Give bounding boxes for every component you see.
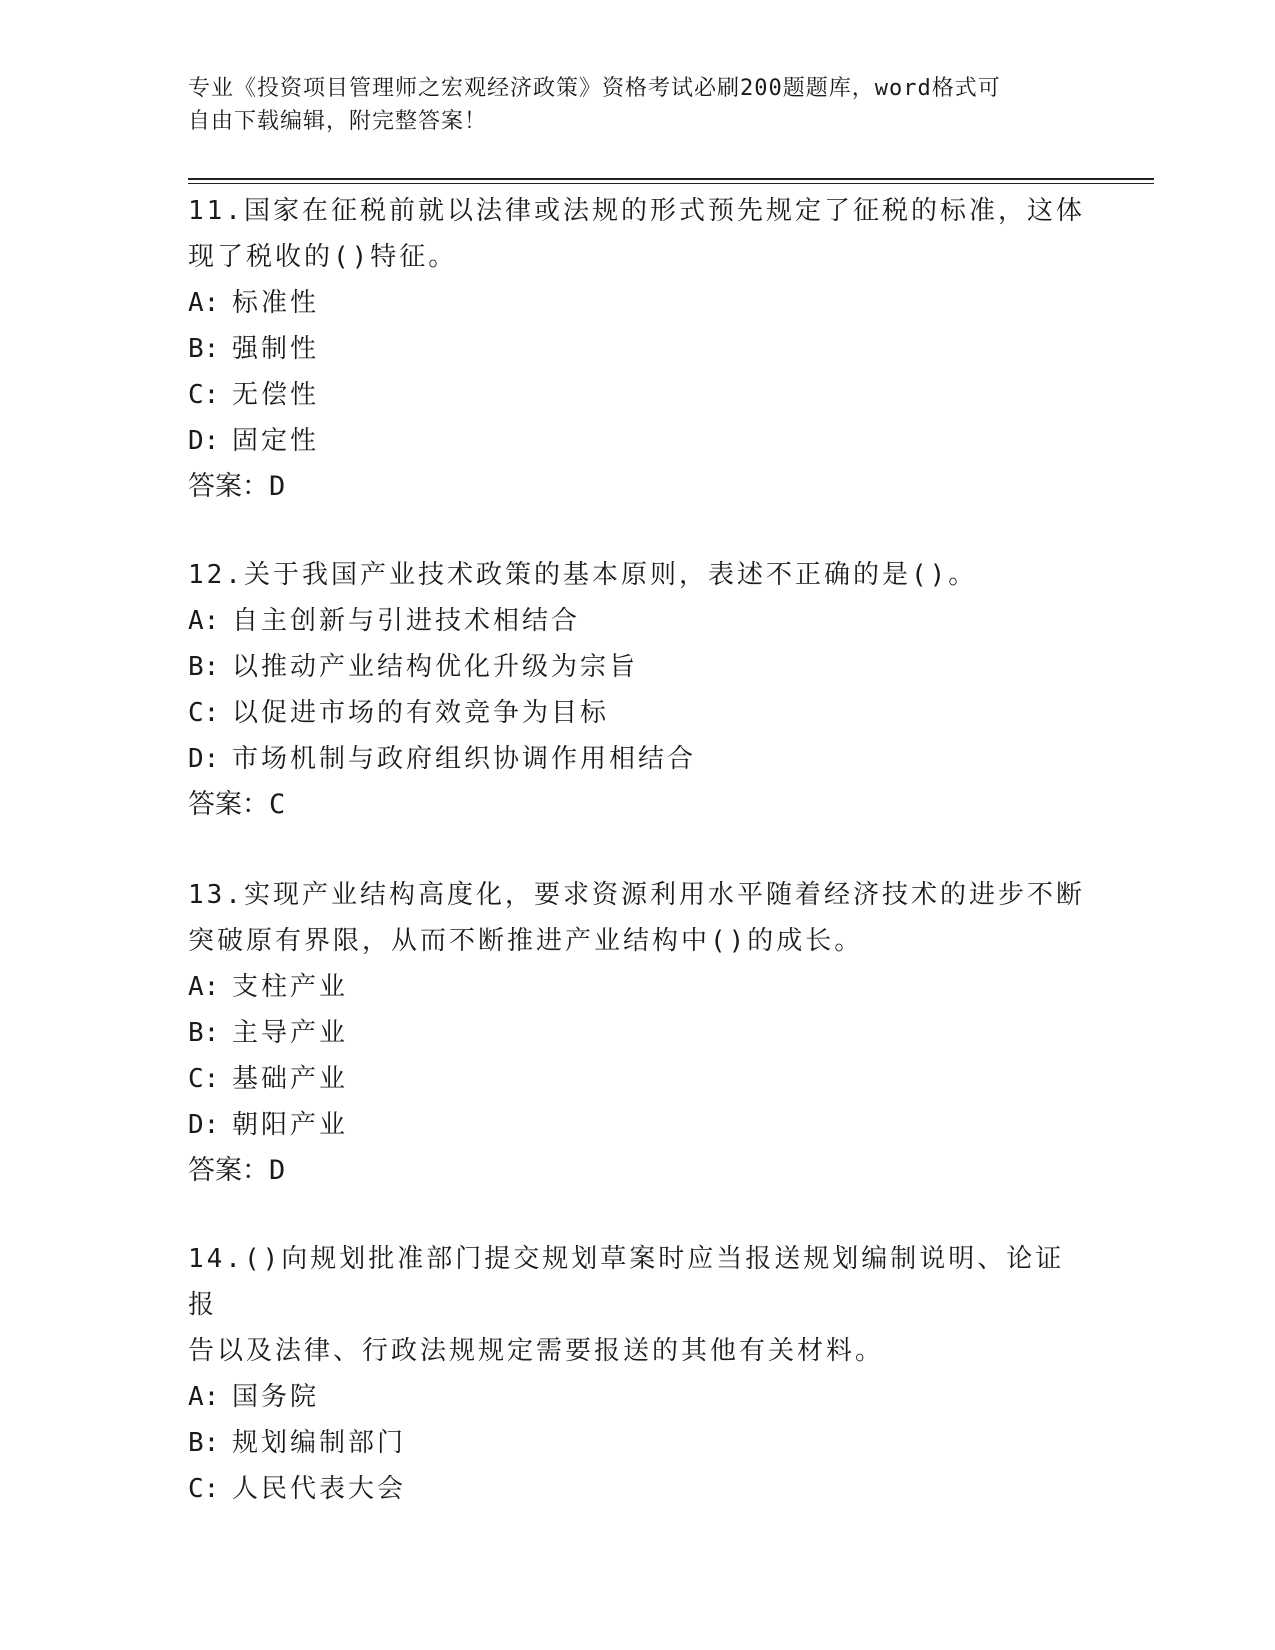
option-letter: B: xyxy=(188,652,220,682)
option-letter: C: xyxy=(188,1064,220,1094)
option-letter: B: xyxy=(188,1428,220,1458)
question-stem-line-1: 13.实现产业结构高度化，要求资源利用水平随着经济技术的进步不断 xyxy=(188,880,1085,910)
answer-value: D xyxy=(269,471,286,502)
option-text: 固定性 xyxy=(232,426,320,456)
answer-line xyxy=(188,464,1088,510)
option-text: 人民代表大会 xyxy=(232,1474,407,1504)
option-letter: A: xyxy=(188,972,220,1002)
question-14 xyxy=(188,1236,1088,1512)
option-letter: C: xyxy=(188,1474,220,1504)
answer-value: C xyxy=(269,789,286,820)
option-c xyxy=(188,372,1088,418)
answer-label: 答案： xyxy=(188,789,269,820)
option-text: 标准性 xyxy=(232,288,320,318)
question-stem-line-2: 突破原有界限，从而不断推进产业结构中()的成长。 xyxy=(188,926,864,956)
option-text: 主导产业 xyxy=(232,1018,349,1048)
option-b xyxy=(188,1420,1088,1466)
option-c xyxy=(188,1056,1088,1102)
option-text: 无偿性 xyxy=(232,380,320,410)
question-stem-line-1: 11.国家在征税前就以法律或法规的形式预先规定了征税的标准，这体 xyxy=(188,196,1085,226)
question-12 xyxy=(188,552,1088,828)
option-letter: B: xyxy=(188,1018,220,1048)
answer-line xyxy=(188,782,1088,828)
option-letter: C: xyxy=(188,698,220,728)
question-stem-line-1: 14.()向规划批准部门提交规划草案时应当报送规划编制说明、论证报 xyxy=(188,1244,1065,1320)
option-text: 自主创新与引进技术相结合 xyxy=(232,606,581,636)
option-text: 支柱产业 xyxy=(232,972,349,1002)
option-c xyxy=(188,1466,1088,1512)
option-letter: A: xyxy=(188,1382,220,1412)
option-letter: D: xyxy=(188,426,220,456)
option-b xyxy=(188,644,1088,690)
option-d xyxy=(188,418,1088,464)
option-d xyxy=(188,1102,1088,1148)
option-text: 以促进市场的有效竞争为目标 xyxy=(232,698,610,728)
answer-label: 答案： xyxy=(188,471,269,502)
option-text: 规划编制部门 xyxy=(232,1428,407,1458)
option-a xyxy=(188,280,1088,326)
question-13 xyxy=(188,872,1088,1194)
option-text: 市场机制与政府组织协调作用相结合 xyxy=(232,744,697,774)
option-a xyxy=(188,598,1088,644)
header-divider-thin xyxy=(188,183,1154,184)
option-c xyxy=(188,690,1088,736)
option-text: 基础产业 xyxy=(232,1064,349,1094)
question-stem-line-1: 12.关于我国产业技术政策的基本原则，表述不正确的是()。 xyxy=(188,560,978,590)
question-stem-line-2: 告以及法律、行政法规规定需要报送的其他有关材料。 xyxy=(188,1336,885,1366)
header-divider-thick xyxy=(188,178,1154,180)
answer-line xyxy=(188,1148,1088,1194)
option-text: 朝阳产业 xyxy=(232,1110,349,1140)
question-stem-line-2: 现了税收的()特征。 xyxy=(188,242,458,272)
document-header xyxy=(188,72,1068,138)
option-b xyxy=(188,326,1088,372)
option-letter: B: xyxy=(188,334,220,364)
option-text: 强制性 xyxy=(232,334,320,364)
option-letter: A: xyxy=(188,288,220,318)
option-letter: D: xyxy=(188,1110,220,1140)
header-line-1: 专业《投资项目管理师之宏观经济政策》资格考试必刷200题题库，word格式可 xyxy=(188,76,1001,101)
option-letter: D: xyxy=(188,744,220,774)
option-b xyxy=(188,1010,1088,1056)
option-text: 以推动产业结构优化升级为宗旨 xyxy=(232,652,639,682)
question-11 xyxy=(188,188,1088,510)
option-letter: A: xyxy=(188,606,220,636)
option-d xyxy=(188,736,1088,782)
option-a xyxy=(188,964,1088,1010)
header-line-2: 自由下载编辑，附完整答案！ xyxy=(188,109,488,134)
option-a xyxy=(188,1374,1088,1420)
answer-value: D xyxy=(269,1155,286,1186)
answer-label: 答案： xyxy=(188,1155,269,1186)
option-text: 国务院 xyxy=(232,1382,320,1412)
option-letter: C: xyxy=(188,380,220,410)
